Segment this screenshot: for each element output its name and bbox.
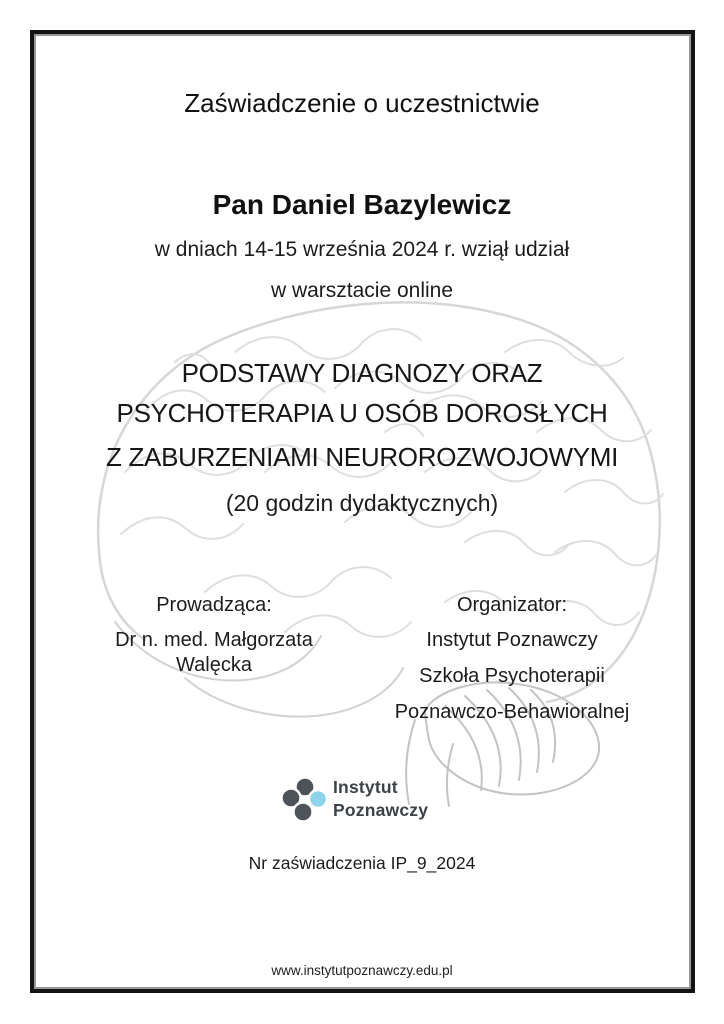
institute-logo-wordmark <box>333 776 428 822</box>
hours-line: (20 godzin dydaktycznych) <box>225 490 499 516</box>
certificate-number: Nr zaświadczenia IP_9_2024 <box>248 853 476 873</box>
workshop-title-line-1: PODSTAWY DIAGNOZY ORAZ <box>181 358 543 388</box>
organizer-line-2: Szkoła Psychoterapii <box>419 665 605 687</box>
website-url: www.instytutpoznawczy.edu.pl <box>271 963 453 978</box>
certificate-title: Zaświadczenie o uczestnictwie <box>184 88 540 118</box>
workshop-title-line-2: PSYCHOTERAPIA U OSÓB DOROSŁYCH <box>116 398 608 428</box>
date-line: w dniach 14-15 września 2024 r. wziął udział <box>154 238 570 261</box>
institute-logo-circles-icon <box>277 767 341 831</box>
format-line: w warsztacie online <box>270 279 454 302</box>
presenter-name: Dr n. med. Małgorzata Walęcka <box>115 629 313 676</box>
organizer-label: Organizator: <box>456 594 568 616</box>
presenter-label: Prowadząca: <box>156 594 272 616</box>
presenter-section <box>84 593 344 678</box>
organizer-line-3: Poznawczo-Behawioralnej <box>394 701 630 723</box>
organizer-section <box>372 593 652 725</box>
recipient-name: Pan Daniel Bazylewicz <box>212 189 512 220</box>
workshop-title-line-3: Z ZABURZENIAMI NEUROROZWOJOWYMI <box>105 442 619 472</box>
logo-text-line-2: Poznawczy <box>333 800 429 820</box>
logo-text-line-1: Instytut <box>333 777 398 797</box>
organizer-line-1: Instytut Poznawczy <box>426 629 598 651</box>
